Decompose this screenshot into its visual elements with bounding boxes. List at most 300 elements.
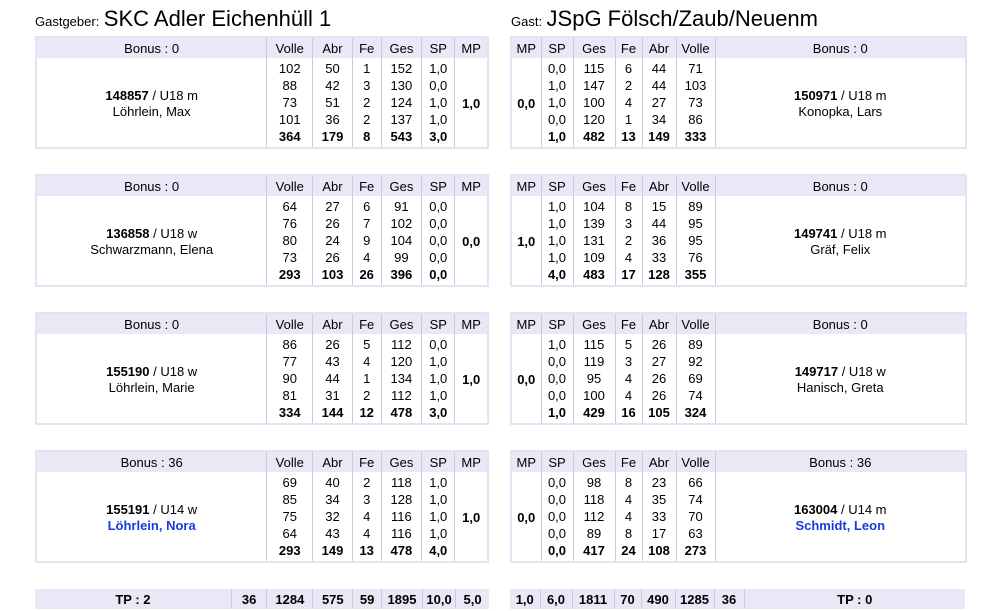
lane-score: 0,0: [422, 215, 455, 232]
col-header-sp: SP: [541, 313, 573, 334]
lane-score: 1,0: [541, 94, 573, 111]
lane-score: 44: [642, 215, 676, 232]
lane-score: 69: [676, 370, 715, 387]
lane-total: 293: [267, 542, 313, 562]
lane-score: 26: [313, 215, 353, 232]
bonus-label: Bonus : 0: [36, 37, 267, 58]
home-player-block: [35, 36, 489, 149]
lane-score: 51: [313, 94, 353, 111]
lane-score: 80: [267, 232, 313, 249]
host-volle-total: 1284: [267, 589, 313, 609]
lane-score: 139: [573, 215, 615, 232]
lane-score: 23: [642, 472, 676, 491]
lane-total: 16: [615, 404, 642, 424]
player-name: Schwarzmann, Elena: [90, 241, 214, 257]
lane-score: 31: [313, 387, 353, 404]
lane-total: 8: [352, 128, 381, 148]
lane-score: 1,0: [541, 77, 573, 94]
lane-score: 17: [642, 525, 676, 542]
col-header-volle: Volle: [676, 37, 715, 58]
lane-score: 1,0: [541, 215, 573, 232]
bonus-label: Bonus : 0: [36, 313, 267, 334]
lane-score: 4: [615, 508, 642, 525]
lane-score: 71: [676, 58, 715, 77]
lane-score: 118: [573, 491, 615, 508]
lane-score: 120: [381, 353, 422, 370]
lane-score: 35: [642, 491, 676, 508]
lane-score: 1: [352, 370, 381, 387]
lane-score: 0,0: [422, 249, 455, 266]
lane-total: 26: [352, 266, 381, 286]
lane-score: 1,0: [422, 387, 455, 404]
lane-score: 95: [676, 215, 715, 232]
col-header-volle: Volle: [676, 313, 715, 334]
lane-total: 128: [642, 266, 676, 286]
lane-score: 101: [267, 111, 313, 128]
lane-total: 478: [381, 542, 422, 562]
guest-totals-row: [510, 589, 965, 609]
col-header-volle: Volle: [267, 451, 313, 472]
lane-score: 0,0: [422, 77, 455, 94]
host-mp-total: 5,0: [456, 589, 489, 609]
col-header-abr: Abr: [313, 451, 353, 472]
lane-score: 7: [352, 215, 381, 232]
lane-score: 99: [381, 249, 422, 266]
bonus-label: Bonus : 0: [715, 37, 966, 58]
away-player-block: [510, 450, 967, 563]
lane-total: 396: [381, 266, 422, 286]
lane-score: 120: [573, 111, 615, 128]
col-header-fe: Fe: [615, 313, 642, 334]
col-header-mp: MP: [511, 313, 541, 334]
lane-score: 2: [352, 472, 381, 491]
lane-score: 26: [642, 370, 676, 387]
lane-score: 0,0: [541, 370, 573, 387]
lane-score: 8: [615, 525, 642, 542]
lane-total: 478: [381, 404, 422, 424]
lane-score: 1,0: [422, 94, 455, 111]
lane-score: 115: [573, 334, 615, 353]
lane-score: 95: [573, 370, 615, 387]
lane-total: 179: [313, 128, 353, 148]
lane-score: 3: [352, 491, 381, 508]
lane-score: 102: [381, 215, 422, 232]
lane-score: 89: [676, 334, 715, 353]
lane-score: 1,0: [541, 232, 573, 249]
lane-total: 355: [676, 266, 715, 286]
player-name: Gräf, Felix: [810, 241, 871, 257]
lane-score: 89: [573, 525, 615, 542]
host-sp-total: 10,0: [422, 589, 455, 609]
col-header-mp: MP: [455, 37, 488, 58]
col-header-sp: SP: [422, 313, 455, 334]
lane-score: 8: [615, 196, 642, 215]
lane-score: 1: [352, 58, 381, 77]
lane-total: 105: [642, 404, 676, 424]
lane-score: 27: [642, 353, 676, 370]
player-category: / U18 m: [837, 225, 887, 241]
lane-score: 4: [615, 249, 642, 266]
col-header-abr: Abr: [313, 175, 353, 196]
lane-score: 76: [267, 215, 313, 232]
lane-score: 26: [642, 334, 676, 353]
lane-score: 1,0: [422, 370, 455, 387]
lane-score: 2: [352, 111, 381, 128]
lane-score: 2: [615, 232, 642, 249]
host-tp: TP : 2: [115, 591, 151, 607]
lane-total: 334: [267, 404, 313, 424]
lane-score: 1,0: [422, 353, 455, 370]
lane-score: 2: [352, 387, 381, 404]
lane-score: 8: [615, 472, 642, 491]
lane-score: 98: [573, 472, 615, 491]
lane-total: 108: [642, 542, 676, 562]
lane-score: 104: [381, 232, 422, 249]
col-header-mp: MP: [511, 451, 541, 472]
lane-score: 74: [676, 387, 715, 404]
lane-score: 1,0: [422, 491, 455, 508]
lane-score: 44: [642, 58, 676, 77]
lane-score: 43: [313, 353, 353, 370]
col-header-fe: Fe: [615, 37, 642, 58]
lane-score: 95: [676, 232, 715, 249]
lane-score: 76: [676, 249, 715, 266]
lane-score: 86: [267, 334, 313, 353]
col-header-ges: Ges: [381, 313, 422, 334]
lane-total: 273: [676, 542, 715, 562]
lane-score: 89: [676, 196, 715, 215]
lane-score: 104: [573, 196, 615, 215]
lane-score: 4: [352, 525, 381, 542]
lane-total: 149: [313, 542, 353, 562]
home-player-block: [35, 312, 489, 425]
lane-score: 75: [267, 508, 313, 525]
lane-total: 0,0: [422, 266, 455, 286]
lane-score: 1,0: [422, 508, 455, 525]
lane-score: 112: [573, 508, 615, 525]
lane-score: 50: [313, 58, 353, 77]
lane-total: 0,0: [541, 542, 573, 562]
home-player-block: [35, 450, 489, 563]
guest-fe-total: 70: [614, 589, 641, 609]
bonus-label: Bonus : 0: [36, 175, 267, 196]
lane-score: 0,0: [541, 353, 573, 370]
lane-score: 1: [615, 111, 642, 128]
lane-score: 64: [267, 525, 313, 542]
lane-score: 2: [615, 77, 642, 94]
lane-score: 4: [352, 508, 381, 525]
lane-total: 4,0: [422, 542, 455, 562]
col-header-ges: Ges: [381, 37, 422, 58]
host-abr-total: 575: [313, 589, 353, 609]
lane-score: 1,0: [422, 111, 455, 128]
col-header-sp: SP: [422, 37, 455, 58]
lane-score: 115: [573, 58, 615, 77]
player-name: Schmidt, Leon: [795, 517, 886, 533]
player-id: 155191: [106, 501, 150, 517]
player-category: / U18 m: [148, 87, 198, 103]
guest-bonus-total: 36: [714, 589, 744, 609]
lane-score: 0,0: [541, 387, 573, 404]
col-header-volle: Volle: [267, 37, 313, 58]
col-header-mp: MP: [455, 175, 488, 196]
lane-score: 0,0: [541, 58, 573, 77]
lane-score: 0,0: [541, 525, 573, 542]
lane-score: 27: [313, 196, 353, 215]
lane-score: 0,0: [422, 196, 455, 215]
lane-score: 32: [313, 508, 353, 525]
lane-score: 0,0: [541, 472, 573, 491]
lane-score: 4: [352, 353, 381, 370]
guest-team-header: [511, 6, 818, 32]
lane-score: 69: [267, 472, 313, 491]
lane-score: 64: [267, 196, 313, 215]
lane-score: 119: [573, 353, 615, 370]
col-header-volle: Volle: [267, 175, 313, 196]
lane-score: 90: [267, 370, 313, 387]
col-header-fe: Fe: [352, 313, 381, 334]
lane-score: 27: [642, 94, 676, 111]
guest-tp: TP : 0: [744, 589, 965, 609]
lane-score: 112: [381, 334, 422, 353]
col-header-volle: Volle: [676, 451, 715, 472]
lane-score: 26: [313, 249, 353, 266]
host-ges-total: 1895: [382, 589, 423, 609]
col-header-abr: Abr: [642, 37, 676, 58]
lane-score: 1,0: [541, 249, 573, 266]
player-category: / U18 w: [149, 363, 198, 379]
player-info: [715, 58, 966, 148]
lane-score: 44: [642, 77, 676, 94]
lane-total: 324: [676, 404, 715, 424]
lane-score: 152: [381, 58, 422, 77]
player-category: / U14 m: [837, 501, 887, 517]
match-points: 0,0: [517, 372, 536, 387]
lane-total: 13: [352, 542, 381, 562]
player-id: 150971: [793, 87, 838, 103]
player-category: / U18 m: [837, 87, 887, 103]
col-header-mp: MP: [455, 313, 488, 334]
lane-score: 15: [642, 196, 676, 215]
lane-score: 118: [381, 472, 422, 491]
lane-score: 24: [313, 232, 353, 249]
lane-total: 1,0: [541, 404, 573, 424]
lane-score: 77: [267, 353, 313, 370]
lane-total: 3,0: [422, 404, 455, 424]
lane-total: 4,0: [541, 266, 573, 286]
lane-total: 293: [267, 266, 313, 286]
lane-score: 131: [573, 232, 615, 249]
match-points: 0,0: [517, 510, 536, 525]
lane-score: 1,0: [422, 525, 455, 542]
col-header-abr: Abr: [313, 313, 353, 334]
lane-score: 1,0: [541, 196, 573, 215]
col-header-ges: Ges: [381, 451, 422, 472]
lane-score: 0,0: [422, 334, 455, 353]
host-bonus-total: 36: [231, 589, 266, 609]
lane-score: 0,0: [422, 232, 455, 249]
lane-score: 26: [642, 387, 676, 404]
col-header-volle: Volle: [676, 175, 715, 196]
away-player-block: [510, 174, 967, 287]
lane-score: 34: [642, 111, 676, 128]
host-label: Gastgeber:: [35, 14, 100, 29]
lane-score: 4: [615, 491, 642, 508]
player-id: 155190: [106, 363, 150, 379]
guest-sp-total: 6,0: [540, 589, 572, 609]
player-info: [36, 334, 267, 424]
lane-total: 1,0: [541, 128, 573, 148]
player-info: [715, 334, 966, 424]
col-header-mp: MP: [511, 37, 541, 58]
lane-total: 543: [381, 128, 422, 148]
player-info: [36, 472, 267, 562]
lane-score: 3: [615, 353, 642, 370]
lane-score: 4: [615, 94, 642, 111]
lane-score: 73: [676, 94, 715, 111]
lane-score: 6: [615, 58, 642, 77]
lane-score: 103: [676, 77, 715, 94]
lane-total: 429: [573, 404, 615, 424]
host-team-name: SKC Adler Eichenhüll 1: [103, 6, 332, 31]
player-id: 149741: [793, 225, 838, 241]
lane-score: 130: [381, 77, 422, 94]
lane-score: 0,0: [541, 111, 573, 128]
lane-score: 2: [352, 94, 381, 111]
match-points: 1,0: [455, 472, 488, 562]
col-header-sp: SP: [422, 175, 455, 196]
col-header-ges: Ges: [573, 37, 615, 58]
host-totals-row: [35, 589, 489, 609]
lane-total: 24: [615, 542, 642, 562]
col-header-sp: SP: [541, 175, 573, 196]
guest-mp-total: 1,0: [515, 591, 534, 607]
lane-score: 5: [615, 334, 642, 353]
col-header-volle: Volle: [267, 313, 313, 334]
lane-score: 112: [381, 387, 422, 404]
lane-score: 1,0: [422, 58, 455, 77]
lane-score: 0,0: [541, 491, 573, 508]
lane-total: 13: [615, 128, 642, 148]
col-header-sp: SP: [422, 451, 455, 472]
guest-team-name: JSpG Fölsch/Zaub/Neuenm: [546, 6, 818, 31]
lane-total: 12: [352, 404, 381, 424]
host-team-header: [35, 6, 331, 32]
lane-total: 103: [313, 266, 353, 286]
lane-score: 70: [676, 508, 715, 525]
player-name: Löhrlein, Marie: [108, 379, 195, 395]
away-player-block: [510, 312, 967, 425]
player-name: Löhrlein, Nora: [107, 517, 196, 533]
host-fe-total: 59: [353, 589, 382, 609]
guest-label: Gast:: [511, 14, 543, 29]
lane-total: 482: [573, 128, 615, 148]
lane-score: 137: [381, 111, 422, 128]
guest-ges-total: 1811: [572, 589, 614, 609]
lane-total: 417: [573, 542, 615, 562]
lane-score: 116: [381, 525, 422, 542]
lane-total: 364: [267, 128, 313, 148]
match-points: 1,0: [455, 334, 488, 424]
lane-score: 86: [676, 111, 715, 128]
lane-score: 40: [313, 472, 353, 491]
player-info: [715, 196, 966, 286]
guest-volle-total: 1285: [675, 589, 714, 609]
lane-score: 36: [642, 232, 676, 249]
away-player-block: [510, 36, 967, 149]
lane-score: 43: [313, 525, 353, 542]
lane-total: 333: [676, 128, 715, 148]
lane-total: 149: [642, 128, 676, 148]
lane-score: 0,0: [541, 508, 573, 525]
lane-score: 73: [267, 249, 313, 266]
bonus-label: Bonus : 36: [36, 451, 267, 472]
player-name: Löhrlein, Max: [112, 103, 191, 119]
lane-score: 116: [381, 508, 422, 525]
bonus-label: Bonus : 36: [715, 451, 966, 472]
lane-score: 4: [352, 249, 381, 266]
lane-score: 73: [267, 94, 313, 111]
col-header-abr: Abr: [313, 37, 353, 58]
player-info: [36, 58, 267, 148]
col-header-ges: Ges: [573, 175, 615, 196]
col-header-sp: SP: [541, 37, 573, 58]
bonus-label: Bonus : 0: [715, 313, 966, 334]
lane-total: 144: [313, 404, 353, 424]
lane-score: 91: [381, 196, 422, 215]
lane-score: 9: [352, 232, 381, 249]
player-name: Hanisch, Greta: [796, 379, 884, 395]
bonus-label: Bonus : 0: [715, 175, 966, 196]
lane-score: 4: [615, 387, 642, 404]
lane-score: 33: [642, 508, 676, 525]
col-header-abr: Abr: [642, 451, 676, 472]
col-header-sp: SP: [541, 451, 573, 472]
lane-score: 26: [313, 334, 353, 353]
col-header-fe: Fe: [352, 37, 381, 58]
lane-score: 6: [352, 196, 381, 215]
match-points: 0,0: [517, 96, 536, 111]
lane-score: 34: [313, 491, 353, 508]
player-name: Konopka, Lars: [798, 103, 883, 119]
lane-score: 100: [573, 94, 615, 111]
player-info: [36, 196, 267, 286]
lane-total: 483: [573, 266, 615, 286]
lane-score: 42: [313, 77, 353, 94]
lane-score: 134: [381, 370, 422, 387]
lane-score: 44: [313, 370, 353, 387]
lane-score: 109: [573, 249, 615, 266]
col-header-abr: Abr: [642, 175, 676, 196]
lane-score: 85: [267, 491, 313, 508]
lane-score: 92: [676, 353, 715, 370]
col-header-ges: Ges: [573, 313, 615, 334]
match-points: 1,0: [517, 234, 536, 249]
col-header-fe: Fe: [615, 451, 642, 472]
col-header-mp: MP: [511, 175, 541, 196]
guest-abr-total: 490: [641, 589, 675, 609]
lane-total: 3,0: [422, 128, 455, 148]
lane-score: 102: [267, 58, 313, 77]
player-category: / U18 w: [149, 225, 198, 241]
lane-score: 128: [381, 491, 422, 508]
player-id: 136858: [106, 225, 150, 241]
lane-score: 147: [573, 77, 615, 94]
lane-score: 124: [381, 94, 422, 111]
lane-score: 81: [267, 387, 313, 404]
col-header-fe: Fe: [352, 451, 381, 472]
home-player-block: [35, 174, 489, 287]
